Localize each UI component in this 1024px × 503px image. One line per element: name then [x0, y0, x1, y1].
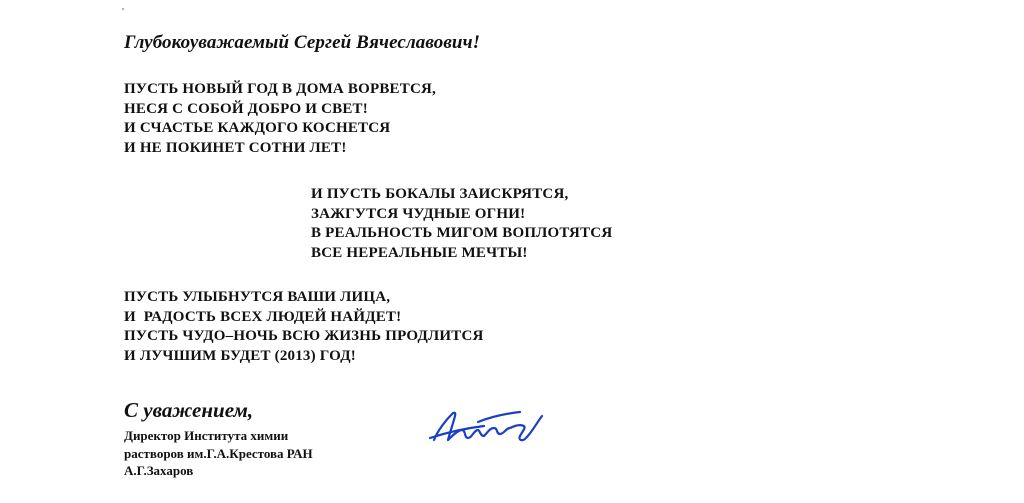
poem-line: В РЕАЛЬНОСТЬ МИГОМ ВОПЛОТЯТСЯ: [311, 225, 613, 241]
poem-line: ВСЕ НЕРЕАЛЬНЫЕ МЕЧТЫ!: [311, 244, 528, 261]
poem-line: И РАДОСТЬ ВСЕХ ЛЮДЕЙ НАЙДЕТ!: [124, 308, 402, 325]
sender-name: А.Г.Захаров: [124, 463, 194, 478]
sender-block: [124, 427, 313, 480]
poem-line: ПУСТЬ ЧУДО–НОЧЬ ВСЮ ЖИЗНЬ ПРОДЛИТСЯ: [124, 328, 484, 344]
paper-speck: [122, 8, 124, 10]
poem-line: ЗАЖГУТСЯ ЧУДНЫЕ ОГНИ!: [311, 205, 526, 222]
poem-line: ПУСТЬ НОВЫЙ ГОД В ДОМА ВОРВЕТСЯ,: [124, 81, 436, 97]
poem-line: И СЧАСТЬЕ КАЖДОГО КОСНЕТСЯ: [124, 120, 391, 136]
poem-line: И ЛУЧШИМ БУДЕТ (2013) ГОД!: [124, 347, 356, 364]
poem-line: НЕСЯ С СОБОЙ ДОБРО И СВЕТ!: [124, 100, 368, 117]
sender-position-line-1: Директор Института химии: [124, 428, 289, 443]
poem-stanza-1: [124, 80, 436, 158]
poem-line: И НЕ ПОКИНЕТ СОТНИ ЛЕТ!: [124, 139, 347, 156]
poem-stanza-3: [124, 288, 484, 366]
poem-stanza-2: [311, 185, 612, 263]
poem-line: И ПУСТЬ БОКАЛЫ ЗАИСКРЯТСЯ,: [311, 186, 569, 202]
poem-line: ПУСТЬ УЛЫБНУТСЯ ВАШИ ЛИЦА,: [124, 289, 391, 305]
letter-closing: С уважением,: [124, 398, 254, 422]
letter-greeting: Глубокоуважаемый Сергей Вячеславович!: [124, 32, 481, 53]
sender-position-line-2: растворов им.Г.А.Крестова РАН: [124, 445, 313, 461]
handwritten-signature: [428, 400, 548, 452]
